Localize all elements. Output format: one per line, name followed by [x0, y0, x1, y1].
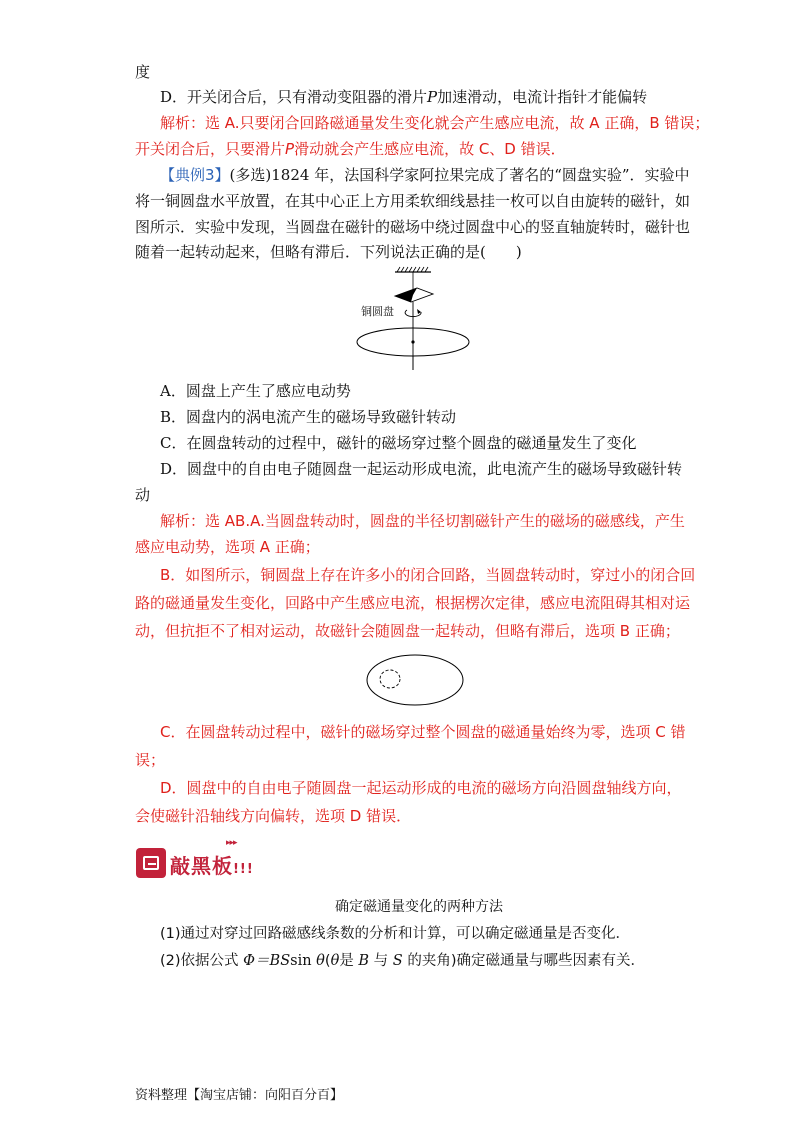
badge-marks: !!!	[233, 862, 254, 877]
option-d: D．圆盘中的自由电子随圆盘一起运动形成电流，此电流产生的磁场导致磁针转	[160, 460, 683, 478]
summary-title: 确定磁通量变化的两种方法	[335, 899, 503, 915]
var-s: S	[392, 953, 403, 969]
text-line: 度	[135, 63, 151, 81]
text: 开关闭合后，只要滑片	[135, 140, 286, 158]
text: (2)依据公式	[160, 953, 244, 969]
text: 是	[339, 953, 359, 969]
theta: θ	[330, 953, 340, 969]
summary-item-1: (1)通过对穿过回路磁感线条数的分析和计算，可以确定磁通量是否变化．	[160, 926, 631, 942]
answer-line: 解析：选 A.只要闭合回路磁通量发生变化就会产生感应电流，故 A 正确，B 错误；	[160, 114, 710, 132]
text: (	[324, 953, 331, 969]
badge-text	[170, 850, 254, 879]
text: 滑动就会产生感应电流，故 C、D 错误．	[294, 140, 566, 158]
var-p: P	[285, 140, 295, 158]
formula-sin: sin	[290, 953, 317, 969]
text: 与	[369, 953, 393, 969]
example-tag: 【典例3】	[160, 166, 230, 184]
text: 的夹角)确定磁通量与哪些因素有关．	[402, 953, 645, 969]
text-line: 图所示．实验中发现，当圆盘在磁针的磁场中绕过圆盘中心的竖直轴旋转时，磁针也	[135, 218, 691, 236]
answer-line	[135, 139, 566, 159]
answer-line: 感应电动势，选项 A 正确；	[135, 538, 320, 556]
option-c: C．在圆盘转动的过程中，磁针的磁场穿过整个圆盘的磁通量发生了变化	[160, 434, 637, 452]
option-a: A．圆盘上产生了感应电动势	[160, 382, 351, 400]
copper-disc-figure	[355, 266, 475, 374]
board-icon	[143, 856, 159, 870]
summary-item-2	[160, 951, 645, 971]
text: (多选)1824 年，法国科学家阿拉果完成了著名的“圆盘实验”．实验中	[229, 166, 690, 184]
footer-text: 资料整理【淘宝店铺：向阳百分百】	[135, 1088, 344, 1103]
badge-arrows-icon: ▸▸▸	[226, 838, 237, 848]
closed-loop-figure	[364, 652, 466, 708]
text: D．开关闭合后，只有滑动变阻器的滑片	[160, 88, 428, 106]
var-b: B	[358, 953, 370, 969]
answer-line: C．在圆盘转动过程中，磁针的磁场穿过整个圆盘的磁通量始终为零，选项 C 错	[160, 723, 686, 741]
text-line: 将一铜圆盘水平放置，在其中心正上方用柔软细线悬挂一枚可以自由旋转的磁针，如	[135, 192, 691, 210]
answer-line: D．圆盘中的自由电子随圆盘一起运动形成的电流的磁场方向沿圆盘轴线方向，	[160, 779, 682, 797]
badge-label: 敲黑板	[170, 854, 233, 878]
answer-line: B．如图所示，铜圆盘上存在许多小的闭合回路，当圆盘转动时，穿过小的闭合回	[160, 566, 696, 584]
option-d-cont: 动	[135, 486, 151, 504]
answer-line: 误；	[135, 751, 166, 769]
text-line: 随着一起转动起来，但略有滞后．下列说法正确的是( )	[135, 243, 522, 261]
answer-line: 路的磁通量发生变化，回路中产生感应电流，根据楞次定律，感应电流阻碍其相对运	[135, 594, 691, 612]
option-d-prev	[160, 87, 647, 107]
theta: θ	[316, 953, 325, 969]
formula: Φ＝BS	[243, 953, 291, 969]
badge-box	[136, 848, 166, 878]
text: 加速滑动，电流计指针才能偏转	[437, 88, 648, 106]
var-p: P	[427, 88, 438, 106]
answer-line: 解析：选 AB.A.当圆盘转动时，圆盘的半径切割磁针产生的磁场的磁感线，产生	[160, 512, 685, 530]
answer-line: 动，但抗拒不了相对运动，故磁针会随圆盘一起转动，但略有滞后，选项 B 正确；	[135, 622, 680, 640]
example-line	[160, 165, 690, 185]
figure-label: 铜圆盘	[361, 305, 394, 318]
key-point-badge	[136, 838, 256, 878]
option-b: B．圆盘内的涡电流产生的磁场导致磁针转动	[160, 408, 457, 426]
answer-line: 会使磁针沿轴线方向偏转，选项 D 错误．	[135, 807, 412, 825]
